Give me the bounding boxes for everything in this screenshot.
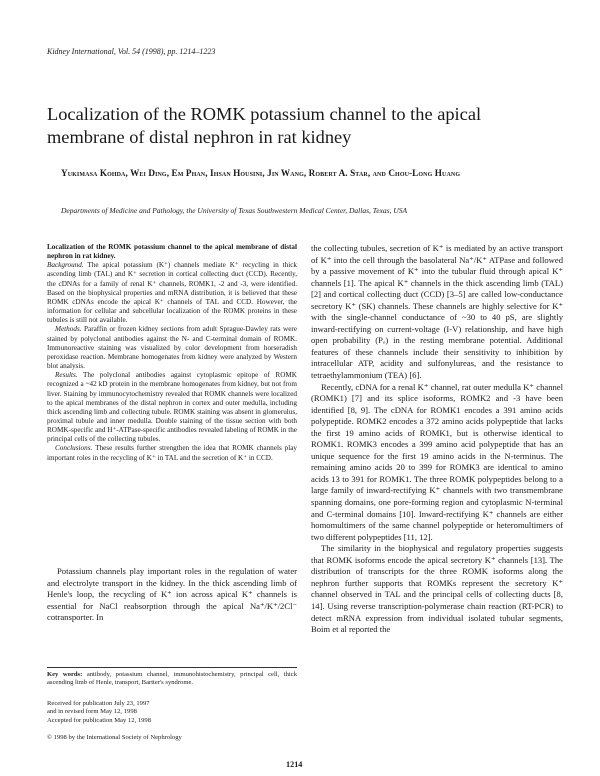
right-paragraph-2: Recently, cDNA for a renal K⁺ channel, rat outer medulla K⁺ channel (ROMK1) [7] and its splice isoforms, ROMK2 and -3 have been identified [8, 9]. The cDNA for ROMK1 encodes a 391 amino acids polypeptide. ROMK2 encodes a 372 amino acids polypeptide that lacks the first 19 amino acids of ROMK1, but is otherwise identical to ROMK1. ROMK3 encodes a 399 amino acid polypeptide that has an unique sequence for the first 19 amino acids in the N-terminus. The remaining amino acids 20 to 399 for ROMK3 are identical to amino acids 13 to 391 for ROMK1. The three ROMK polypeptides belong to a large family of inward-rectifying K⁺ channels with two transmembrane spanning domains, one pore-forming region and cytoplasmic N-terminal and C-terminal domains [10]. Inward-rectifying K⁺ channels are either homomultimers of the same channel polypeptide or heteromultimers of two different polypeptides [11, 12]. bbox=[311, 381, 563, 542]
abstract-heading: Localization of the ROMK potassium channel to the apical membrane of distal nephron in rat kidney. bbox=[47, 243, 297, 261]
received-dates bbox=[47, 700, 297, 725]
methods-text: Paraffin or frozen kidney sections from adult Sprague-Dawley rats were stained by polyclonal antibodies against the N- and C-terminal domain of ROMK. Immunoreactive staining was visualized by color development from horseradish peroxidase reaction. Membrane homogenates from kidney were analyzed by Western blot analysis. bbox=[47, 325, 297, 371]
background-label: Background. bbox=[47, 261, 84, 270]
received-line: Received for publication July 23, 1997 bbox=[47, 700, 150, 707]
background-text: The apical potassium (K⁺) channels mediate K⁺ recycling in thick ascending limb (TAL) and K⁺ secretion in cortical collecting duct (CCD). Recently, the cDNAs for a family of renal K⁺ channels, ROMK1, -2 and -3, were identified. Based on the biophysical properties and mRNA distribution, it is believed that these ROMK cDNAs encode the apical K⁺ channels of TAL and CCD. However, the information for cellular and subcellular localization of the ROMK proteins in these tubules is still not available. bbox=[47, 261, 297, 325]
right-column bbox=[311, 243, 563, 636]
page-number: 1214 bbox=[286, 760, 303, 769]
abstract-first-paragraph bbox=[47, 243, 297, 325]
author-list: Yukimasa Kohda, Wei Ding, Em Phan, Ihsan Housini, Jin Wang, Robert A. Star, and Chou-Long Huang bbox=[61, 168, 461, 178]
intro-paragraph: Potassium channels play important roles in the regulation of water and electrolyte transport in the kidney. In the thick ascending limb of Henle's loop, the recycling of K⁺ ion across apical K⁺ channels is essential for NaCl reabsorption through the apical Na⁺/K⁺/2Cl⁻ cotransporter. In bbox=[47, 566, 297, 623]
results-label: Results. bbox=[55, 371, 78, 380]
copyright: © 1998 by the International Society of Nephrology bbox=[47, 734, 182, 741]
right-paragraph-3: The similarity in the biophysical and regulatory properties suggests that ROMK isoforms encode the apical secretory K⁺ channels [13]. The distribution of transcripts for the three ROMK isoforms along the nephron further supports that ROMKs represent the secretory K⁺ channel observed in TAL and the principal cells of collecting ducts [8, 14]. Using reverse transcription-polymerase chain reaction (RT-PCR) to detect mRNA expression from individual isolated tubular segments, Boim et al reported the bbox=[311, 543, 563, 635]
results-text: The polyclonal antibodies against cytoplasmic epitope of ROMK recognized a ~42 kD protein in the membrane homogenates from kidney, but not from liver. Staining by immunocytochemistry revealed that ROMK channels were localized to the apical membranes of the distal nephron in cortex and outer medulla, including thick ascending limb and collecting tubule. ROMK staining was absent in glomerulus, proximal tubule and inner medulla. Double staining of the tissue section with both ROMK-specific and H⁺-ATPase-specific antibodies revealed labeling of ROMK in the principal cells of the collecting tubules. bbox=[47, 371, 298, 444]
conclusions-label: Conclusions. bbox=[55, 444, 93, 453]
conclusions-paragraph bbox=[47, 444, 297, 462]
keywords-label: Key words: bbox=[47, 671, 83, 678]
conclusions-text: These results further strengthen the idea that ROMK channels play important roles in the recycling of K⁺ in TAL and the secretion of K⁺ in CCD. bbox=[47, 444, 297, 462]
results-paragraph bbox=[47, 371, 297, 444]
right-paragraph-1: the collecting tubules, secretion of K⁺ is mediated by an active transport of K⁺ into the cell through the basolateral Na⁺/K⁺ ATPase and followed by a passive movement of K⁺ into the tubular fluid through apical K⁺ channels [1]. The apical K⁺ channels in the thick ascending limb (TAL) [2] and cortical collecting duct (CCD) [3–5] are called low-conductance secretory K⁺ (SK) channels. These channels are highly selective for K⁺ with the single-channel conductance of ~30 to 40 pS, are slightly inward-rectifying on current-voltage (I-V) relationship, and have high open probability (Pₒ) in the resting membrane potential. Additional features of these channels include their sensitivity to inhibition by intracellular ATP, acidity and sulfonylureas, and the resistance to tetraethylammonium (TEA) [6]. bbox=[311, 243, 563, 381]
journal-citation: Kidney International, Vol. 54 (1998), pp. 1214–1223 bbox=[47, 47, 216, 56]
methods-label: Methods. bbox=[55, 325, 82, 334]
revised-line: and in revised form May 12, 1998 bbox=[47, 708, 137, 716]
keywords bbox=[47, 671, 297, 688]
article-title: Localization of the ROMK potassium channel to the apical membrane of distal nephron in rat kidney bbox=[47, 104, 482, 147]
accepted-line: Accepted for publication May 12, 1998 bbox=[47, 716, 152, 724]
keywords-text: antibody, potassium channel, immunohistochemistry, principal cell, thick ascending limb of Henle, transport, Bartter's syndrome. bbox=[47, 671, 297, 687]
methods-paragraph bbox=[47, 325, 297, 371]
affiliation: Departments of Medicine and Pathology, the University of Texas Southwestern Medical Center, Dallas, Texas, USA bbox=[61, 206, 408, 215]
abstract bbox=[47, 243, 297, 463]
footnote-divider bbox=[47, 667, 297, 668]
